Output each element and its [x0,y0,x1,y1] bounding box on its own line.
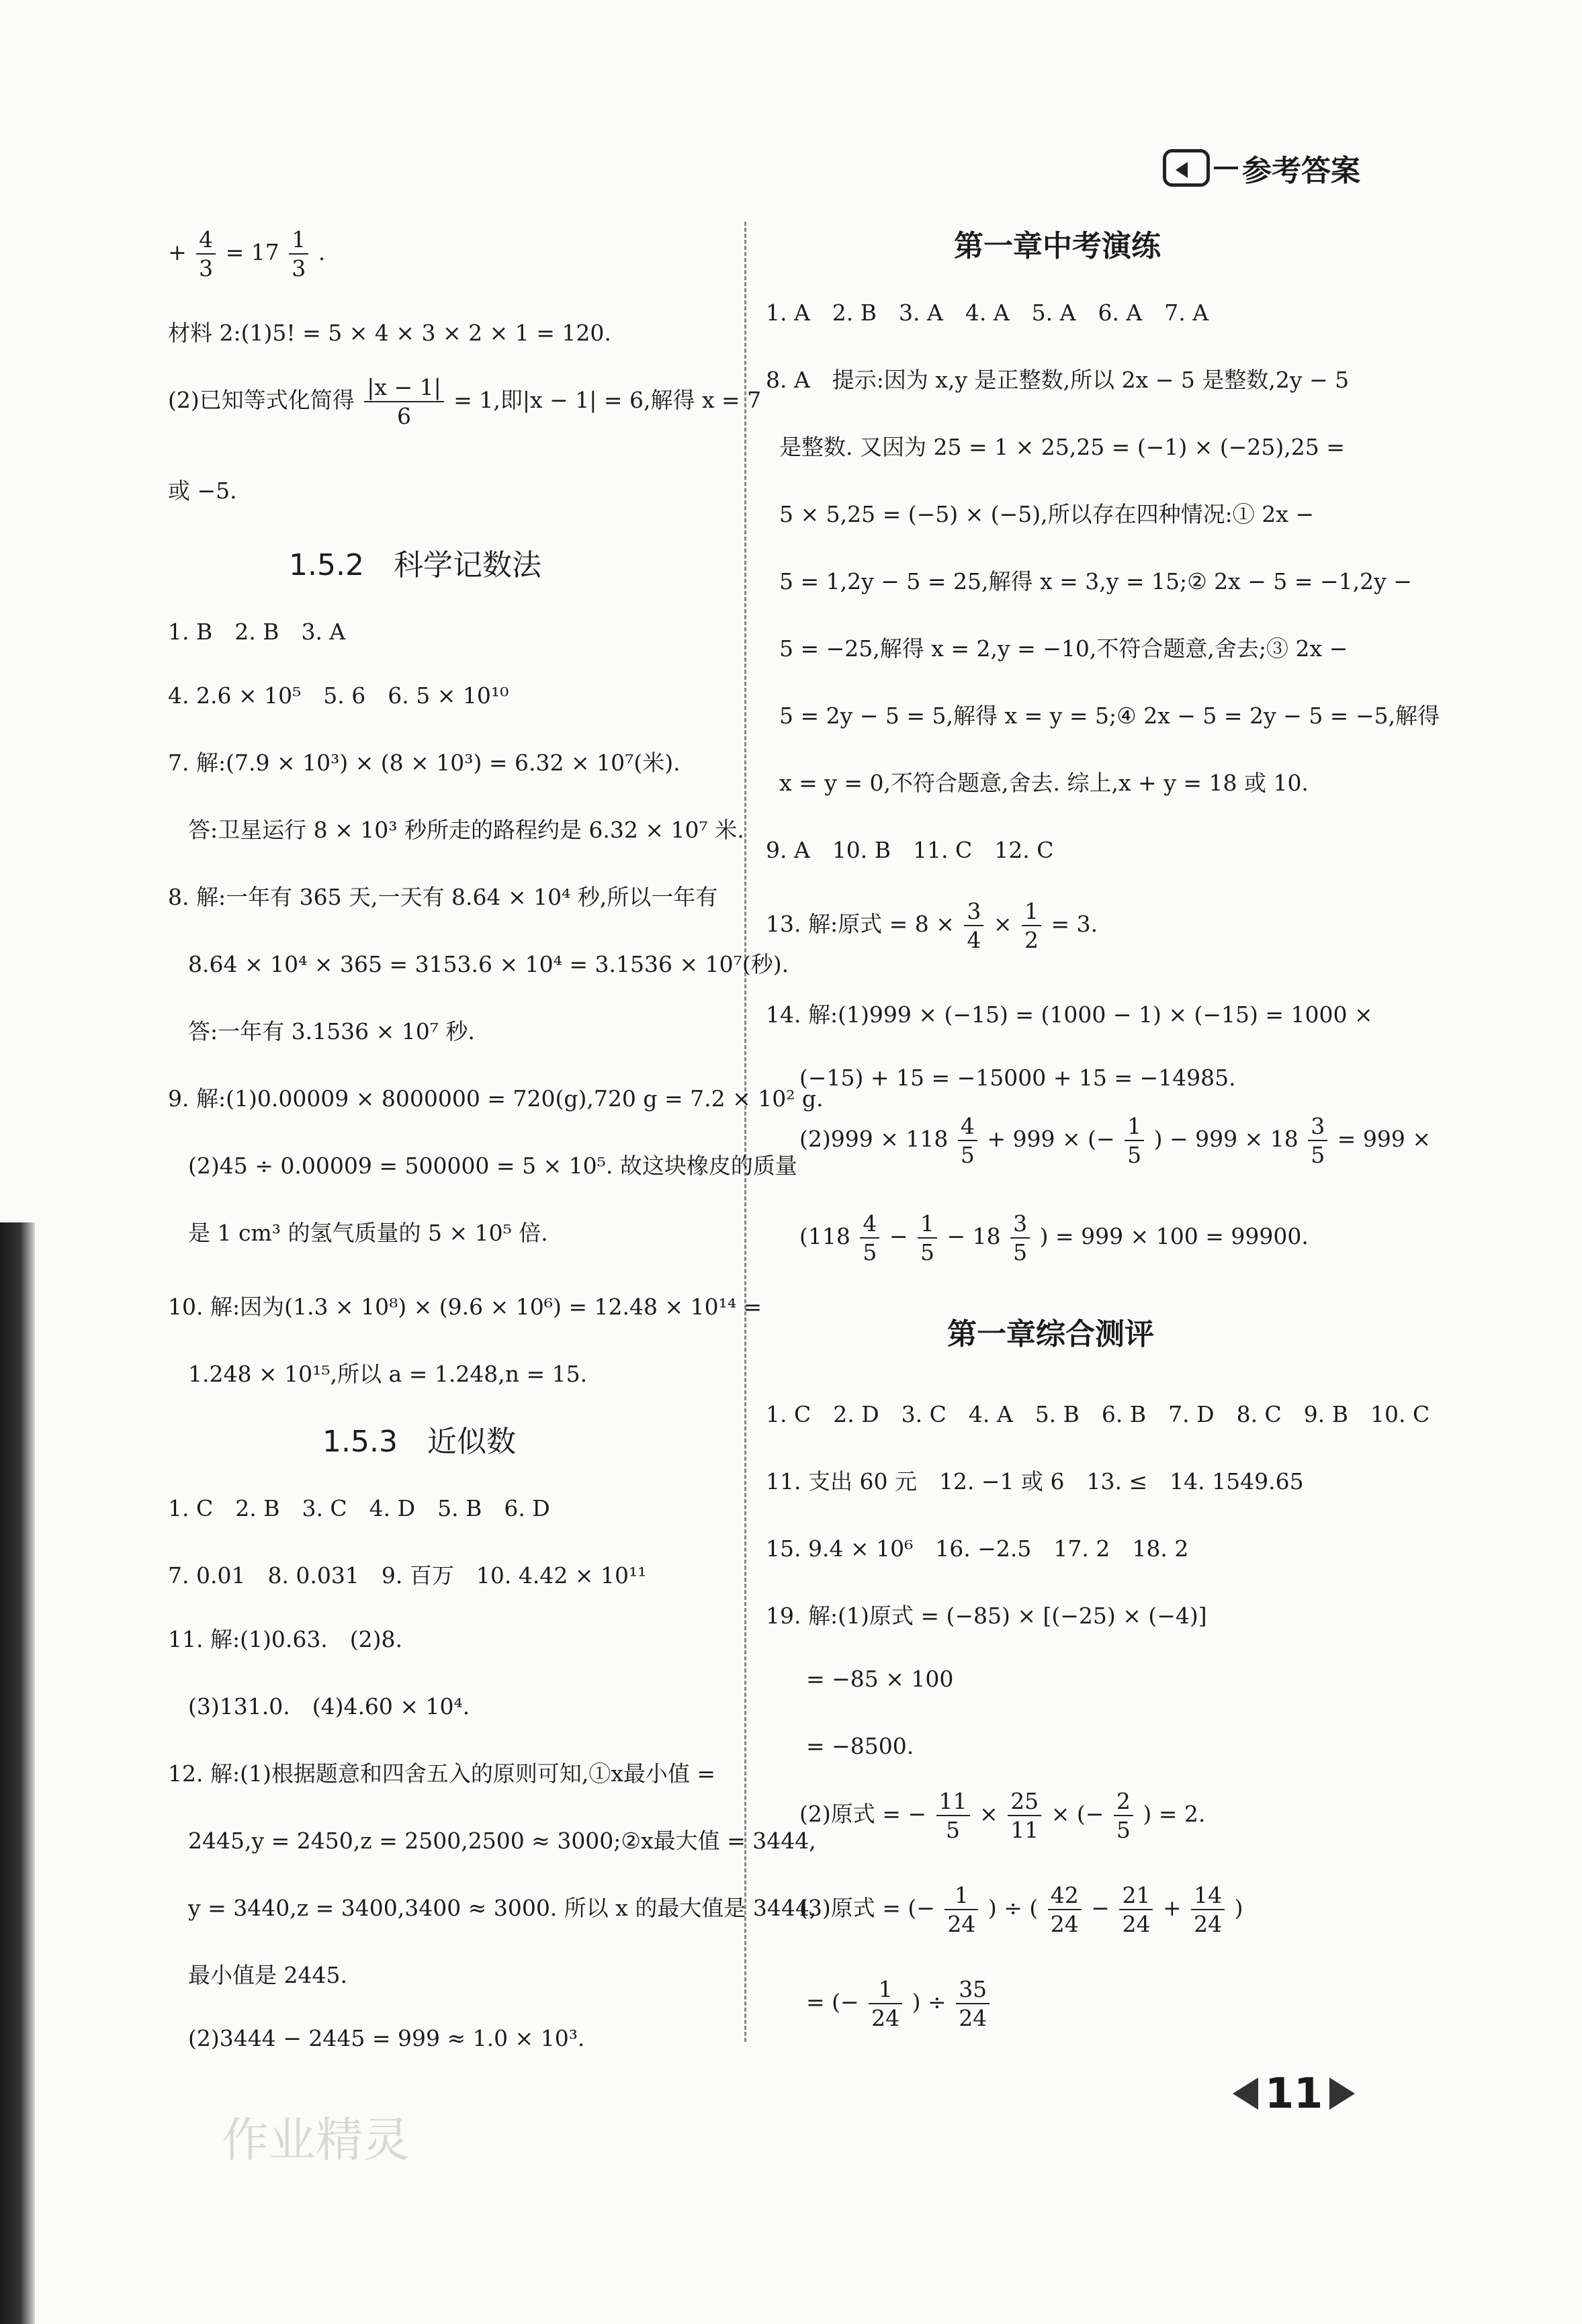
fraction [964,900,983,951]
fraction [944,1884,978,1935]
numerator: 42 [1048,1884,1082,1910]
answer-line: 7. 解:(7.9 × 10³) × (8 × 10³) = 6.32 × 10⁷(米). [168,750,680,776]
answer-line: = −8500. [806,1733,914,1759]
section-heading: 1.5.3 近似数 [322,1425,516,1459]
text: − [889,1223,908,1249]
answer-line: 1. C 2. D 3. C 4. A 5. B 6. B 7. D 8. C 9. B 10. C [766,1401,1430,1427]
answer-line: 是整数. 又因为 25 = 1 × 25,25 = (−1) × (−25),25 = [779,434,1345,460]
numerator: 4 [196,228,216,255]
fraction [289,228,308,279]
numerator: 21 [1119,1884,1153,1910]
fraction [936,1790,970,1841]
denominator: 5 [920,1239,935,1265]
text: ) = 999 × 100 = 99900. [1039,1223,1309,1249]
text: + [168,239,187,265]
answer-line: 5 × 5,25 = (−5) × (−5),所以存在四种情况:① 2x − [779,501,1314,527]
denominator: 2 [1024,927,1039,953]
answer-line: 11. 解:(1)0.63. (2)8. [168,1626,403,1652]
answer-line: x = y = 0,不符合题意,舍去. 综上,x + y = 18 或 10. [779,770,1309,796]
text: × [979,1801,998,1827]
arrow-left-icon [1233,2077,1258,2110]
fraction [918,1212,937,1263]
text: = 3. [1051,911,1098,937]
numerator: 1 [869,1978,902,2004]
text: = 1,即|x − 1| = 6,解得 x = 7 [453,387,762,413]
denominator: 5 [1127,1142,1142,1168]
numerator: 1 [944,1884,978,1910]
fraction [1008,1790,1041,1841]
header-dash [1214,167,1238,169]
numerator: 3 [1010,1212,1030,1239]
answer-line [799,1115,1431,1166]
denominator: 5 [1311,1142,1325,1168]
answer-line [806,1978,992,2029]
fraction [869,1978,902,2029]
section-heading: 第一章中考演练 [954,229,1161,263]
text: + [1162,1895,1182,1921]
answer-line: (2)45 ÷ 0.00009 = 500000 = 5 × 10⁵. 故这块橡皮的质量 [188,1153,797,1179]
answer-line: (3)131.0. (4)4.60 × 10⁴. [188,1693,470,1719]
answer-line: 1. C 2. B 3. C 4. D 5. B 6. D [168,1495,550,1521]
fraction [196,228,216,279]
answer-line: 1. B 2. B 3. A [168,619,346,645]
scan-edge [0,1222,35,2324]
answer-line [799,1212,1309,1263]
answer-line: 7. 0.01 8. 0.031 9. 百万 10. 4.42 × 10¹¹ [168,1562,647,1589]
section-heading: 第一章综合测评 [947,1317,1154,1351]
answer-line: 或 −5. [168,478,237,504]
text: 13. 解:原式 = 8 × [766,911,955,937]
text: × [993,911,1012,937]
denominator: 24 [1194,1911,1223,1937]
section-heading: 1.5.2 科学记数法 [289,548,541,582]
answer-line: 11. 支出 60 元 12. −1 或 6 13. ≤ 14. 1549.65 [766,1468,1304,1494]
header-title: 参考答案 [1242,154,1360,188]
numerator: 3 [1308,1115,1327,1141]
page-number [1233,2069,1355,2118]
answer-line: 5 = 1,2y − 5 = 25,解得 x = 3,y = 15;② 2x − 5 = −1,2y − [779,568,1412,594]
answer-line: 1.248 × 10¹⁵,所以 a = 1.248,n = 15. [188,1361,588,1387]
text: ) ÷ ( [987,1895,1039,1921]
numerator: 35 [956,1978,990,2004]
fraction [1048,1884,1082,1935]
answer-line: 19. 解:(1)原式 = (−85) × [(−25) × (−4)] [766,1603,1207,1629]
numerator: 11 [936,1790,970,1816]
fraction [1125,1115,1144,1166]
denominator: 3 [292,255,306,281]
answer-line: 5 = −25,解得 x = 2,y = −10,不符合题意,舍去;③ 2x − [779,635,1348,662]
answer-line: 5 = 2y − 5 = 5,解得 x = y = 5;④ 2x − 5 = 2y − 5 = −5,解得 [779,703,1440,729]
column-divider [744,222,746,2042]
fraction [860,1212,879,1263]
fraction [1308,1115,1327,1166]
denominator: 5 [863,1239,877,1265]
text: ) ÷ [912,1989,947,2015]
fraction [1119,1884,1153,1935]
denominator: 24 [1122,1911,1151,1937]
answer-line [799,1884,1243,1935]
denominator: 4 [967,927,981,953]
fraction [364,376,443,427]
numerator: 4 [860,1212,879,1239]
numerator: 2 [1114,1790,1133,1816]
answer-line: 8. A 提示:因为 x,y 是正整数,所以 2x − 5 是整数,2y − 5 [766,367,1350,393]
denominator: 5 [1116,1817,1131,1843]
numerator: 1 [1125,1115,1144,1141]
answer-line: 15. 9.4 × 10⁶ 16. −2.5 17. 2 18. 2 [766,1535,1189,1562]
answer-line [168,376,761,427]
header [1163,141,1360,195]
fraction [1010,1212,1030,1263]
page-number-text: 11 [1265,2069,1323,2118]
numerator: 1 [1022,900,1041,926]
numerator: 14 [1191,1884,1225,1910]
answer-line: 8. 解:一年有 365 天,一天有 8.64 × 10⁴ 秒,所以一年有 [168,884,718,910]
text: ) = 2. [1143,1801,1206,1827]
denominator: 24 [1050,1911,1079,1937]
text: ) [1234,1895,1243,1921]
answer-line [799,1790,1205,1841]
text: − 18 [947,1223,1001,1249]
watermark: 作业精灵 [222,2112,410,2167]
answer-line: 4. 2.6 × 10⁵ 5. 6 6. 5 × 10¹⁰ [168,682,509,709]
denominator: 5 [1013,1239,1028,1265]
text: (118 [799,1223,850,1249]
answer-line: (2)3444 − 2445 = 999 ≈ 1.0 × 10³. [188,2025,585,2051]
answer-line: 12. 解:(1)根据题意和四舍五入的原则可知,①x最小值 = [168,1760,716,1787]
denominator: 11 [1010,1817,1039,1843]
answer-line: 14. 解:(1)999 × (−15) = (1000 − 1) × (−15) = 1000 × [766,1001,1373,1028]
text: (2)999 × 118 [799,1126,949,1152]
text: = 999 × [1337,1126,1432,1152]
text: − [1091,1895,1110,1921]
text: ) − 999 × 18 [1153,1126,1299,1152]
text: (3)原式 = (− [799,1895,935,1921]
text: + 999 × (− [987,1126,1115,1152]
answer-line: 最小值是 2445. [188,1962,347,1988]
fraction [1191,1884,1225,1935]
numerator: 3 [964,900,983,926]
text: = 17 [225,239,279,265]
denominator: 24 [947,1911,976,1937]
numerator: 25 [1008,1790,1041,1816]
answer-line: y = 3440,z = 3400,3400 ≈ 3000. 所以 x 的最大值是 3444, [188,1895,817,1921]
text: × (− [1051,1801,1104,1827]
answer-line: 是 1 cm³ 的氢气质量的 5 × 10⁵ 倍. [188,1220,548,1246]
text: (2)已知等式化简得 [168,387,355,413]
answer-line: 10. 解:因为(1.3 × 10⁸) × (9.6 × 10⁶) = 12.48 × 10¹⁴ = [168,1294,762,1320]
denominator: 3 [199,255,214,281]
numerator: 4 [958,1115,977,1141]
answer-line [168,228,325,279]
numerator: 1 [918,1212,937,1239]
logo-icon [1163,149,1210,187]
fraction [958,1115,977,1166]
answer-line: (−15) + 15 = −15000 + 15 = −14985. [799,1065,1236,1091]
text: (2)原式 = − [799,1801,927,1827]
answer-line [766,900,1098,951]
text: = (− [806,1989,859,2015]
fraction [956,1978,990,2029]
fraction [1022,900,1041,951]
answer-line: = −85 × 100 [806,1666,954,1692]
numerator: |x − 1| [364,376,443,402]
denominator: 24 [871,2005,900,2031]
answer-line: 9. 解:(1)0.00009 × 8000000 = 720(g),720 g = 7.2 × 10² g. [168,1085,824,1112]
denominator: 6 [396,403,411,429]
answer-line: 2445,y = 2450,z = 2500,2500 ≈ 3000;②x最大值 = 3444, [188,1828,816,1854]
answer-line: 8.64 × 10⁴ × 365 = 3153.6 × 10⁴ = 3.1536 × 10⁷(秒). [188,951,789,977]
arrow-right-icon [1329,2077,1355,2110]
answer-line: 材料 2:(1)5! = 5 × 4 × 3 × 2 × 1 = 120. [168,320,611,346]
answer-line: 1. A 2. B 3. A 4. A 5. A 6. A 7. A [766,300,1209,326]
answer-line: 答:卫星运行 8 × 10³ 秒所走的路程约是 6.32 × 10⁷ 米. [188,817,744,843]
denominator: 24 [959,2005,987,2031]
denominator: 5 [946,1817,961,1843]
answer-line: 9. A 10. B 11. C 12. C [766,837,1054,863]
numerator: 1 [289,228,308,255]
answer-line: 答:一年有 3.1536 × 10⁷ 秒. [188,1018,475,1044]
fraction [1114,1790,1133,1841]
text: . [318,239,326,265]
denominator: 5 [960,1142,975,1168]
